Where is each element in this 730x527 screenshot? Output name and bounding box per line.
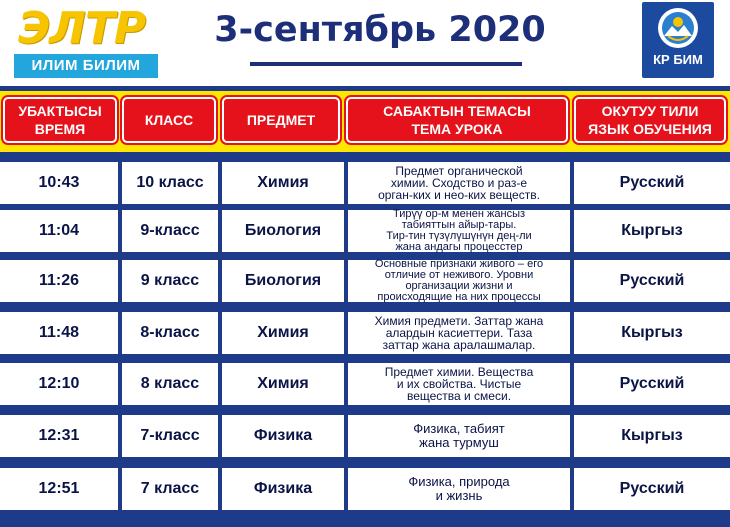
ministry-logo bbox=[642, 2, 714, 78]
subject-cell: Физика bbox=[253, 427, 313, 444]
language-cell: Русский bbox=[619, 480, 685, 497]
time-cell: 12:31 bbox=[38, 427, 80, 444]
language-cell: Кыргыз bbox=[621, 222, 683, 239]
language-cell: Русский bbox=[619, 272, 685, 289]
subject-cell: Химия bbox=[257, 174, 309, 191]
class-cell: 10 класс bbox=[136, 174, 204, 191]
table-row bbox=[0, 363, 730, 405]
table-row bbox=[0, 312, 730, 354]
header-subject: ПРЕДМЕТ bbox=[222, 97, 340, 143]
topic-cell: Физика, табият жана турмуш bbox=[413, 421, 505, 450]
state-emblem-icon bbox=[656, 6, 700, 50]
language-cell: Кыргыз bbox=[621, 324, 683, 341]
topic-cell: Тирүү ор-м менен жансыз табияттын айыр-тары. Тир-тин түзүлүшүнүн дең-ли жана андагы процесстер bbox=[386, 208, 532, 253]
logo-subtitle: ИЛИМ БИЛИМ bbox=[14, 54, 158, 78]
subject-cell: Химия bbox=[257, 324, 309, 341]
table-row bbox=[0, 162, 730, 204]
topic-cell: Основные признаки живого – его отличие от неживого. Уровни организации жизни и происходящие на них процессы bbox=[374, 258, 544, 303]
topic-cell: Предмет органической химии. Сходство и раз-е орган-ких и нео-ких веществ. bbox=[378, 164, 540, 202]
subject-cell: Биология bbox=[244, 272, 322, 289]
class-cell: 9-класс bbox=[140, 222, 200, 239]
table-row bbox=[0, 415, 730, 457]
topic-cell: Физика, природа и жизнь bbox=[408, 474, 510, 503]
table-row bbox=[0, 210, 730, 252]
class-cell: 7-класс bbox=[140, 427, 200, 444]
time-cell: 10:43 bbox=[38, 174, 80, 191]
table-row bbox=[0, 260, 730, 302]
time-cell: 12:51 bbox=[38, 480, 80, 497]
class-cell: 8-класс bbox=[140, 324, 200, 341]
time-cell: 12:10 bbox=[38, 375, 80, 392]
subject-cell: Физика bbox=[253, 480, 313, 497]
class-cell: 8 класс bbox=[140, 375, 200, 392]
class-cell: 7 класс bbox=[140, 480, 200, 497]
subject-cell: Биология bbox=[244, 222, 322, 239]
time-cell: 11:48 bbox=[38, 324, 80, 341]
class-cell: 9 класс bbox=[140, 272, 200, 289]
eltr-logo bbox=[14, 4, 158, 78]
logo-wordmark: ЭЛТР bbox=[18, 3, 146, 54]
time-cell: 11:04 bbox=[38, 222, 80, 239]
ministry-label: КР БИМ bbox=[653, 52, 703, 67]
page-title: 3-сентябрь 2020 bbox=[214, 10, 546, 50]
table-row bbox=[0, 468, 730, 510]
topic-cell: Предмет химии. Вещества и их свойства. Чистые вещества и смеси. bbox=[384, 365, 534, 403]
language-cell: Русский bbox=[619, 174, 685, 191]
subject-cell: Химия bbox=[257, 375, 309, 392]
language-cell: Русский bbox=[619, 375, 685, 392]
header-class: КЛАСС bbox=[122, 97, 216, 143]
topic-cell: Химия предмети. Заттар жана алардын касиеттери. Таза заттар жана аралашмалар. bbox=[374, 314, 544, 352]
title-underline bbox=[250, 62, 522, 66]
time-cell: 11:26 bbox=[38, 272, 80, 289]
header-language: ОКУТУУ ТИЛИ ЯЗЫК ОБУЧЕНИЯ bbox=[574, 97, 726, 143]
language-cell: Кыргыз bbox=[621, 427, 683, 444]
header-time: УБАКТЫСЫ ВРЕМЯ bbox=[3, 97, 117, 143]
schedule-table bbox=[0, 152, 730, 527]
header-topic: САБАКТЫН ТЕМАСЫ ТЕМА УРОКА bbox=[346, 97, 568, 143]
